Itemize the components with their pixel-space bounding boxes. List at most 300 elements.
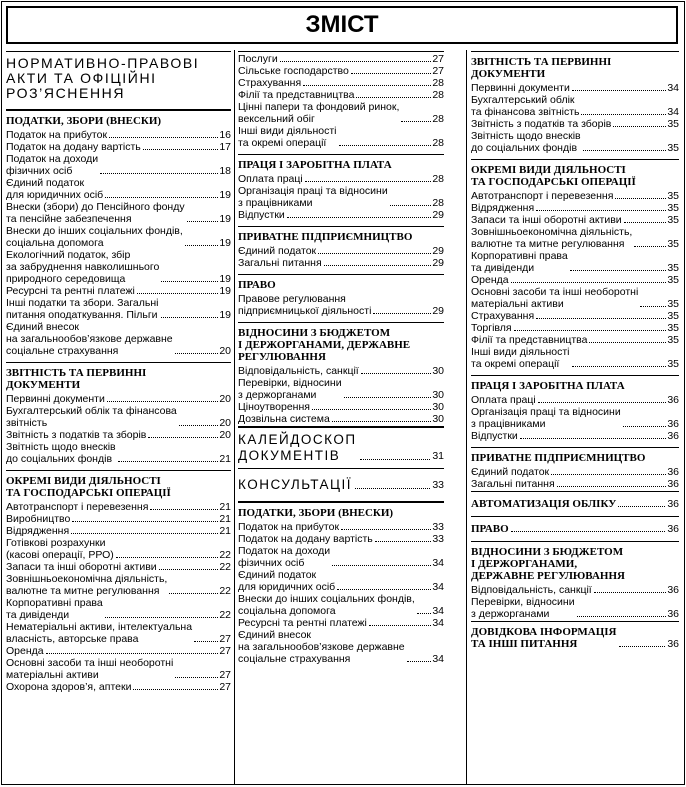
- toc-entry[interactable]: [471, 274, 679, 286]
- entry-page: 22: [219, 609, 231, 621]
- entry-title: Загальні питання: [238, 257, 322, 269]
- entry-page: 36: [667, 466, 679, 478]
- divider: [238, 501, 444, 503]
- toc-entry-kaleidoscope[interactable]: [238, 432, 444, 464]
- section-heading: ЗВІТНІСТЬ ТА ПЕРВИННІ ДОКУМЕНТИ: [471, 56, 612, 80]
- dot-leader: [116, 557, 219, 558]
- toc-entry[interactable]: [471, 394, 679, 406]
- entry-title: Єдиний податок: [238, 245, 317, 257]
- dot-leader: [356, 97, 431, 98]
- entry-page: 21: [219, 453, 231, 465]
- entry-page: 34: [667, 82, 679, 94]
- entry-page: 34: [432, 557, 444, 569]
- dot-leader: [175, 677, 218, 678]
- entry-title: Запаси та інші оборотні активи: [6, 561, 157, 573]
- toc-entry[interactable]: [6, 297, 231, 321]
- toc-section: [471, 447, 679, 490]
- dot-leader: [341, 529, 431, 530]
- toc-entry-reference[interactable]: [471, 626, 679, 650]
- toc-section: [6, 470, 231, 693]
- entry-page: 27: [219, 633, 231, 645]
- toc-column-3: [471, 50, 679, 784]
- dot-leader: [137, 293, 218, 294]
- entry-title: КОНСУЛЬТАЦІЇ: [238, 477, 353, 492]
- dot-leader: [109, 137, 218, 138]
- entry-title: Відрядження: [6, 525, 70, 537]
- toc-entry[interactable]: [471, 310, 679, 322]
- entry-title: Відпустки: [238, 209, 285, 221]
- section-heading: ПРИВАТНЕ ПІДПРИЄМНИЦТВО: [238, 231, 413, 243]
- dot-leader: [175, 353, 219, 354]
- toc-entry[interactable]: [471, 346, 679, 370]
- entry-title: Єдиний внесок на загальнообов’язкове державне соціальне страхування: [6, 321, 173, 357]
- divider: [6, 109, 231, 111]
- toc-entry[interactable]: [471, 94, 679, 118]
- entry-title: Страхування: [471, 310, 535, 322]
- dot-leader: [161, 317, 219, 318]
- entry-page: 36: [667, 478, 679, 490]
- dot-leader: [615, 198, 666, 199]
- entry-page: 19: [219, 309, 231, 321]
- toc-entry[interactable]: [6, 321, 231, 357]
- section-heading: ПРАЦЯ І ЗАРОБІТНА ПЛАТА: [238, 159, 392, 171]
- toc-entry[interactable]: [6, 681, 231, 693]
- divider: [471, 159, 679, 160]
- dot-leader: [305, 181, 432, 182]
- toc-entry[interactable]: [471, 214, 679, 226]
- toc-entry[interactable]: [471, 596, 679, 620]
- toc-entry[interactable]: [6, 621, 231, 645]
- toc-entry[interactable]: [471, 322, 679, 334]
- dot-leader: [570, 270, 667, 271]
- toc-entry[interactable]: [238, 125, 444, 149]
- divider: [238, 51, 444, 52]
- toc-entry[interactable]: [238, 545, 444, 569]
- entry-page: 36: [667, 584, 679, 596]
- dot-leader: [634, 246, 666, 247]
- dot-leader: [551, 474, 666, 475]
- divider: [471, 447, 679, 448]
- entry-title: Філії та представництва: [471, 334, 588, 346]
- entry-title: Звітність з податків та зборів: [471, 118, 612, 130]
- entry-title: Організація праці та відносини з працівниками: [238, 185, 388, 209]
- dot-leader: [339, 145, 432, 146]
- entry-page: 27: [219, 645, 231, 657]
- divider: [6, 51, 231, 52]
- toc-entry[interactable]: [6, 201, 231, 225]
- entry-page: 28: [432, 113, 444, 125]
- entry-title: Єдиний податок для юридичних осіб: [6, 177, 104, 201]
- entry-page: 34: [432, 617, 444, 629]
- toc-section: [6, 362, 231, 465]
- entry-page: 34: [432, 653, 444, 665]
- entry-title: Оренда: [6, 645, 44, 657]
- toc-entry[interactable]: [471, 584, 679, 596]
- toc-entry[interactable]: [6, 177, 231, 201]
- toc-entry[interactable]: [6, 429, 231, 441]
- divider: [6, 470, 231, 471]
- toc-entry[interactable]: [6, 501, 231, 513]
- toc-entry[interactable]: [6, 285, 231, 297]
- entry-page: 29: [432, 209, 444, 221]
- entry-page: 36: [667, 608, 679, 620]
- toc-column-1: [6, 50, 231, 784]
- entry-page: 35: [667, 334, 679, 346]
- divider: [471, 621, 679, 622]
- entry-page: 20: [219, 393, 231, 405]
- toc-entry[interactable]: [238, 593, 444, 617]
- dot-leader: [594, 592, 667, 593]
- dot-leader: [148, 437, 218, 438]
- entry-title: Виробництво: [6, 513, 71, 525]
- dot-leader: [133, 689, 218, 690]
- entry-page: 29: [432, 257, 444, 269]
- divider: [238, 426, 444, 428]
- entry-page: 28: [432, 89, 444, 101]
- toc-entry[interactable]: [238, 185, 444, 209]
- toc-entry[interactable]: [6, 525, 231, 537]
- toc-entry[interactable]: [471, 406, 679, 430]
- toc-entry[interactable]: [6, 393, 231, 405]
- toc-entry[interactable]: [238, 377, 444, 401]
- toc-entry[interactable]: [238, 617, 444, 629]
- toc-entry[interactable]: [6, 657, 231, 681]
- toc-entry[interactable]: [238, 533, 444, 545]
- entry-page: 36: [667, 523, 679, 535]
- toc-entry[interactable]: [238, 209, 444, 221]
- entry-page: 35: [667, 238, 679, 250]
- dot-leader: [577, 616, 667, 617]
- entry-page: 34: [432, 581, 444, 593]
- entry-page: 36: [667, 418, 679, 430]
- page-title: ЗМІСТ: [305, 11, 379, 38]
- toc-entry-law[interactable]: [471, 523, 679, 535]
- toc-entry[interactable]: [6, 441, 231, 465]
- entry-title: Корпоративні права та дивіденди: [6, 597, 103, 621]
- entry-title: Автотранспорт і перевезення: [6, 501, 149, 513]
- section-heading: ПОДАТКИ, ЗБОРИ (ВНЕСКИ): [6, 115, 162, 127]
- dot-leader: [118, 461, 219, 462]
- entry-title: Основні засоби та інші необоротні матеріальні активи: [471, 286, 639, 310]
- entry-page: 35: [667, 274, 679, 286]
- toc-entry[interactable]: [238, 629, 444, 665]
- entry-title: Організація праці та відносини з працівниками: [471, 406, 621, 430]
- toc-entry[interactable]: [238, 65, 444, 77]
- part-heading-normative: НОРМАТИВНО-ПРАВОВІ АКТИ ТА ОФІЦІЙНІ РОЗ’ЯСНЕННЯ: [6, 55, 200, 101]
- dot-leader: [624, 222, 667, 223]
- entry-page: 20: [219, 345, 231, 357]
- toc-entry[interactable]: [238, 293, 444, 317]
- dot-leader: [324, 265, 432, 266]
- toc-entry-automation[interactable]: [471, 498, 679, 510]
- entry-title: Загальні питання: [471, 478, 555, 490]
- entry-page: 28: [432, 197, 444, 209]
- toc-entry[interactable]: [238, 245, 444, 257]
- entry-page: 33: [432, 479, 444, 491]
- toc-entry[interactable]: [471, 430, 679, 442]
- toc-entry[interactable]: [238, 53, 444, 65]
- dot-leader: [369, 625, 431, 626]
- entry-page: 21: [219, 501, 231, 513]
- toc-entry[interactable]: [6, 597, 231, 621]
- dot-leader: [640, 306, 666, 307]
- entry-title: Перевірки, відносини з держорганами: [471, 596, 575, 620]
- entry-page: 34: [432, 605, 444, 617]
- toc-entry[interactable]: [6, 561, 231, 573]
- toc-entry[interactable]: [471, 130, 679, 154]
- toc-entry[interactable]: [471, 466, 679, 478]
- dot-leader: [557, 486, 667, 487]
- toc-section: [471, 159, 679, 370]
- toc-entry[interactable]: [471, 334, 679, 346]
- dot-leader: [344, 397, 432, 398]
- dot-leader: [589, 342, 666, 343]
- dot-leader: [150, 509, 218, 510]
- dot-leader: [613, 126, 666, 127]
- entry-title: Податок на додану вартість: [238, 533, 373, 545]
- toc-entry[interactable]: [238, 77, 444, 89]
- dot-leader: [100, 173, 218, 174]
- dot-leader: [169, 593, 218, 594]
- entry-title: Оплата праці: [471, 394, 536, 406]
- dot-leader: [312, 409, 431, 410]
- entry-title: Правове регулювання підприємницької діяльності: [238, 293, 372, 317]
- entry-page: 19: [219, 213, 231, 225]
- entry-page: 20: [219, 429, 231, 441]
- toc-entry[interactable]: [6, 141, 231, 153]
- entry-page: 35: [667, 358, 679, 370]
- toc-entry[interactable]: [6, 513, 231, 525]
- toc-section: [238, 274, 444, 317]
- entry-title: Звітність щодо внесків до соціальних фондів: [6, 441, 116, 465]
- divider: [471, 375, 679, 376]
- entry-title: Єдиний податок для юридичних осіб: [238, 569, 336, 593]
- toc-section: [471, 546, 679, 620]
- section-heading: ПРИВАТНЕ ПІДПРИЄМНИЦТВО: [471, 452, 646, 464]
- toc-entry[interactable]: [6, 129, 231, 141]
- section-heading: ЗВІТНІСТЬ ТА ПЕРВИННІ ДОКУМЕНТИ: [6, 367, 147, 391]
- dot-leader: [581, 114, 666, 115]
- entry-title: Екологічний податок, збір за забруднення навколишнього природного середовища: [6, 249, 160, 285]
- dot-leader: [514, 330, 667, 331]
- section-heading: ВІДНОСИНИ З БЮДЖЕТОМ І ДЕРЖОРГАНАМИ, ДЕРЖАВНЕ РЕГУЛЮВАННЯ: [471, 546, 625, 582]
- toc-entry[interactable]: [238, 101, 444, 125]
- entry-title: Інші види діяльності та окремі операції: [238, 125, 337, 149]
- dot-leader: [583, 150, 667, 151]
- entry-page: 33: [432, 521, 444, 533]
- title-box: [6, 6, 678, 44]
- entry-title: Відповідальність, санкції: [471, 584, 592, 596]
- entry-title: Філії та представництва: [238, 89, 355, 101]
- entry-title: Основні засоби та інші необоротні матеріальні активи: [6, 657, 174, 681]
- toc-entry[interactable]: [471, 202, 679, 214]
- dot-leader: [105, 197, 218, 198]
- entry-page: 28: [432, 137, 444, 149]
- dot-leader: [520, 438, 667, 439]
- toc-entry[interactable]: [471, 250, 679, 274]
- dot-leader: [332, 565, 431, 566]
- dot-leader: [46, 653, 219, 654]
- entry-title: Податок на прибуток: [6, 129, 108, 141]
- entry-page: 30: [432, 365, 444, 377]
- entry-title: Автотранспорт і перевезення: [471, 190, 614, 202]
- entry-title: Звітність щодо внесків до соціальних фондів: [471, 130, 581, 154]
- toc-page: [1, 1, 685, 785]
- entry-title: Корпоративні права та дивіденди: [471, 250, 568, 274]
- divider: [238, 226, 444, 227]
- toc-entry[interactable]: [238, 521, 444, 533]
- entry-page: 19: [219, 285, 231, 297]
- toc-entry[interactable]: [6, 645, 231, 657]
- entry-title: Звітність з податків та зборів: [6, 429, 147, 441]
- toc-entry[interactable]: [471, 118, 679, 130]
- entry-page: 21: [219, 525, 231, 537]
- dot-leader: [361, 373, 432, 374]
- entry-page: 31: [432, 450, 444, 462]
- entry-page: 27: [219, 681, 231, 693]
- toc-entry[interactable]: [238, 257, 444, 269]
- dot-leader: [538, 402, 667, 403]
- dot-leader: [187, 221, 219, 222]
- dot-leader: [536, 318, 666, 319]
- toc-entry[interactable]: [6, 537, 231, 561]
- dot-leader: [572, 90, 666, 91]
- toc-entry[interactable]: [471, 286, 679, 310]
- entry-title: Ресурсні та рентні платежі: [6, 285, 135, 297]
- entry-title: Ресурсні та рентні платежі: [238, 617, 367, 629]
- entry-page: 35: [667, 118, 679, 130]
- entry-page: 30: [432, 401, 444, 413]
- dot-leader: [511, 282, 667, 283]
- entry-page: 35: [667, 190, 679, 202]
- entry-page: 20: [219, 417, 231, 429]
- dot-leader: [337, 589, 431, 590]
- entry-title: Охорона здоров’я, аптеки: [6, 681, 132, 693]
- entry-page: 33: [432, 533, 444, 545]
- entry-title: Єдиний податок: [471, 466, 550, 478]
- entry-title: Відповідальність, санкції: [238, 365, 359, 377]
- dot-leader: [303, 85, 431, 86]
- divider: [471, 51, 679, 52]
- toc-entry[interactable]: [6, 153, 231, 177]
- entry-page: 35: [667, 142, 679, 154]
- toc-entry[interactable]: [471, 226, 679, 250]
- dot-leader: [332, 421, 432, 422]
- entry-title: Бухгалтерський облік та фінансова звітність: [471, 94, 580, 118]
- toc-entry[interactable]: [471, 190, 679, 202]
- dot-leader: [351, 73, 431, 74]
- toc-entry[interactable]: [6, 573, 231, 597]
- toc-section: [238, 226, 444, 269]
- entry-title: Первинні документи: [471, 82, 570, 94]
- entry-page: 36: [667, 638, 679, 650]
- entry-page: 22: [219, 585, 231, 597]
- entry-page: 34: [667, 106, 679, 118]
- toc-entry[interactable]: [238, 89, 444, 101]
- entry-page: 35: [667, 310, 679, 322]
- dot-leader: [618, 506, 665, 507]
- toc-entry[interactable]: [238, 365, 444, 377]
- toc-section: [238, 507, 444, 665]
- entry-page: 28: [432, 77, 444, 89]
- entry-title: Запаси та інші оборотні активи: [471, 214, 622, 226]
- entry-title: Податок на доходи фізичних осіб: [6, 153, 99, 177]
- column-divider-1: [234, 50, 235, 784]
- toc-entry[interactable]: [238, 413, 444, 425]
- entry-title: Зовнішньоекономічна діяльність, валютне та митне регулювання: [6, 573, 168, 597]
- entry-title: Внески до інших соціальних фондів, соціальна допомога: [6, 225, 183, 249]
- entry-title: ПРАВО: [471, 523, 509, 535]
- dot-leader: [390, 205, 432, 206]
- entry-title: Оренда: [471, 274, 509, 286]
- entry-page: 22: [219, 561, 231, 573]
- toc-entry[interactable]: [471, 82, 679, 94]
- entry-title: Сільське господарство: [238, 65, 349, 77]
- divider: [238, 154, 444, 155]
- entry-page: 35: [667, 322, 679, 334]
- entry-title: Оплата праці: [238, 173, 303, 185]
- dot-leader: [161, 281, 218, 282]
- entry-title: Зовнішньоекономічна діяльність, валютне та митне регулювання: [471, 226, 633, 250]
- entry-page: 36: [667, 498, 679, 510]
- dot-leader: [511, 531, 666, 532]
- entry-page: 36: [667, 430, 679, 442]
- entry-title: Дозвільна система: [238, 413, 330, 425]
- entry-page: 35: [667, 214, 679, 226]
- toc-entry[interactable]: [238, 401, 444, 413]
- entry-page: 17: [219, 141, 231, 153]
- toc-entry[interactable]: [238, 173, 444, 185]
- divider: [238, 322, 444, 323]
- section-heading: ОКРЕМІ ВИДИ ДІЯЛЬНОСТІ ТА ГОСПОДАРСЬКІ ОПЕРАЦІЇ: [6, 475, 171, 499]
- divider: [471, 491, 679, 492]
- entry-page: 27: [432, 65, 444, 77]
- toc-entry[interactable]: [6, 249, 231, 285]
- entry-page: 16: [219, 129, 231, 141]
- entry-page: 21: [219, 513, 231, 525]
- divider: [471, 541, 679, 542]
- section-heading: ПРАЦЯ І ЗАРОБІТНА ПЛАТА: [471, 380, 625, 392]
- toc-entry[interactable]: [471, 478, 679, 490]
- entry-page: 29: [432, 245, 444, 257]
- entry-title: Готівкові розрахунки (касові операції, РРО): [6, 537, 114, 561]
- entry-title: Бухгалтерський облік та фінансова звітність: [6, 405, 177, 429]
- dot-leader: [287, 217, 432, 218]
- toc-entry[interactable]: [238, 569, 444, 593]
- entry-title: Інші податки та збори. Загальні питання оподаткування. Пільги: [6, 297, 159, 321]
- entry-title: Інші види діяльності та окремі операції: [471, 346, 570, 370]
- dot-leader: [71, 533, 218, 534]
- dot-leader: [619, 646, 666, 647]
- entry-page: 35: [667, 262, 679, 274]
- toc-entry[interactable]: [6, 225, 231, 249]
- divider: [238, 468, 444, 469]
- entry-title: ДОВІДКОВА ІНФОРМАЦІЯ ТА ІНШІ ПИТАННЯ: [471, 626, 617, 650]
- section-heading: ОКРЕМІ ВИДИ ДІЯЛЬНОСТІ ТА ГОСПОДАРСЬКІ ОПЕРАЦІЇ: [471, 164, 636, 188]
- dot-leader: [360, 459, 431, 460]
- entry-page: 18: [219, 165, 231, 177]
- entry-title: Єдиний внесок на загальнообов’язкове державне соціальне страхування: [238, 629, 405, 665]
- dot-leader: [185, 245, 219, 246]
- toc-column-2: [238, 50, 444, 784]
- dot-leader: [318, 253, 431, 254]
- toc-entry-consultations[interactable]: [238, 477, 444, 493]
- entry-page: 19: [219, 189, 231, 201]
- entry-page: 27: [432, 53, 444, 65]
- dot-leader: [623, 426, 667, 427]
- toc-entry[interactable]: [6, 405, 231, 429]
- dot-leader: [143, 149, 219, 150]
